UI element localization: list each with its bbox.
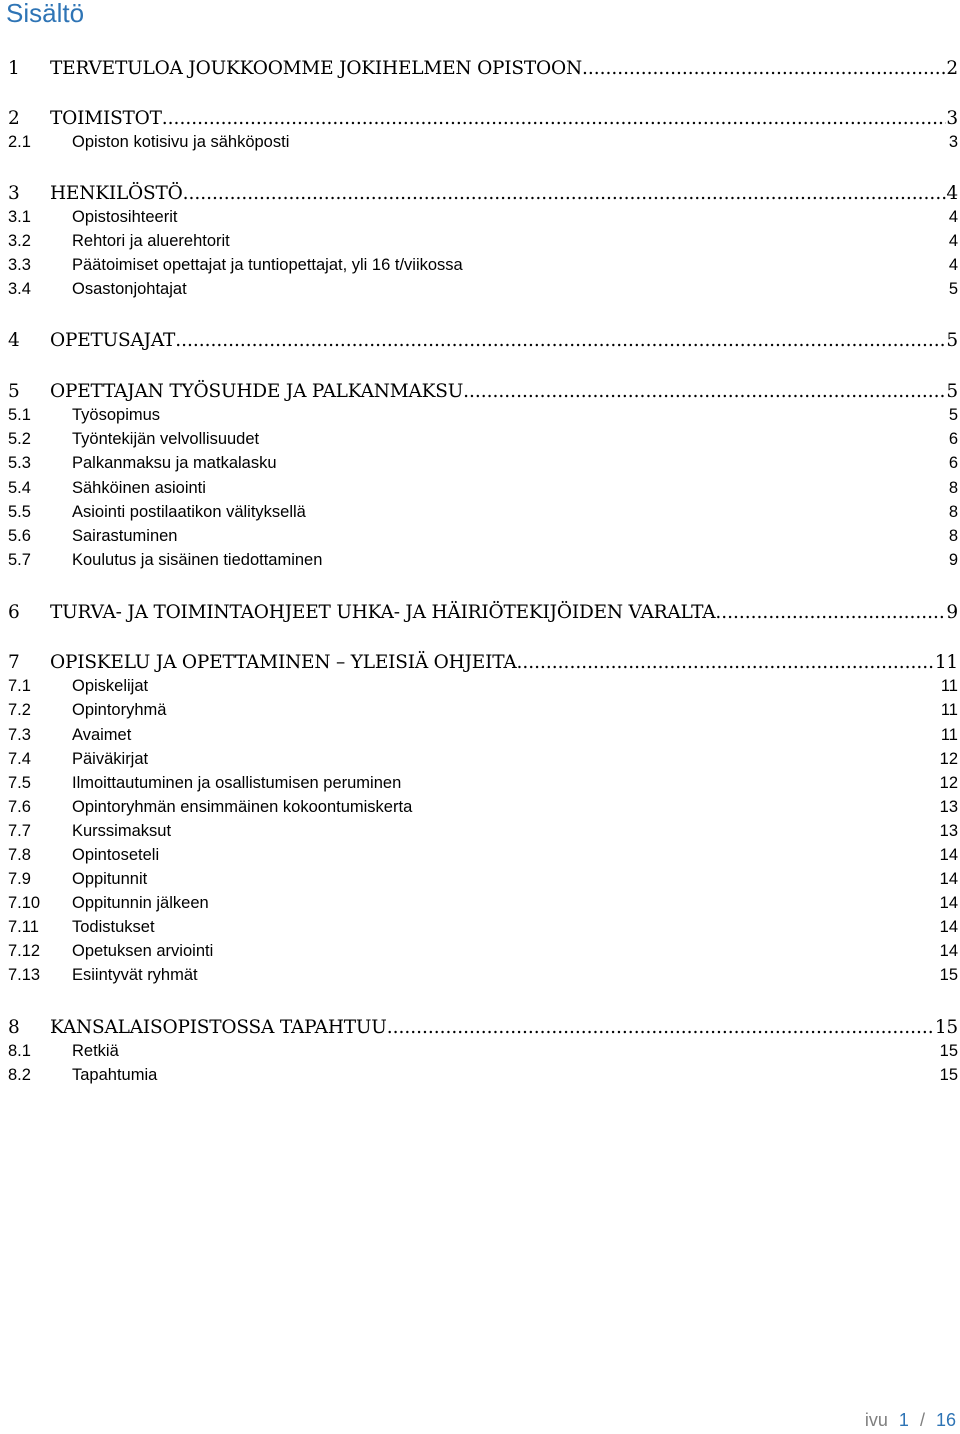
toc-entry-page: 15 [939, 1042, 958, 1060]
toc-entry-number: 7.3 [8, 726, 31, 744]
toc-entry-page: 11 [940, 726, 958, 744]
toc-entry-page: 9 [946, 602, 958, 623]
toc-entry-title: Avaimet [72, 726, 132, 744]
toc-entry-title: Tapahtumia [72, 1066, 158, 1084]
toc-entry-page: 14 [939, 894, 958, 912]
toc-entry-title: Opistosihteerit [72, 208, 178, 226]
toc-entry-number: 3.2 [8, 232, 31, 250]
toc-entry-page: 5 [948, 406, 958, 424]
toc-entry-number: 2 [8, 108, 20, 129]
toc-entry[interactable] [8, 701, 958, 720]
toc-entry[interactable] [8, 1017, 958, 1038]
toc-entry-page: 11 [940, 701, 958, 719]
toc-entry-title: TERVETULOA JOUKKOOMME JOKIHELMEN OPISTOON [50, 58, 582, 79]
toc-entry[interactable] [8, 822, 958, 841]
toc-entry-number: 7.11 [8, 918, 39, 936]
dot-leader [463, 381, 946, 402]
toc-entry-title: Kurssimaksut [72, 822, 172, 840]
toc-entry-page: 14 [939, 846, 958, 864]
toc-entry-page: 4 [948, 256, 958, 274]
toc-entry-page: 13 [939, 798, 958, 816]
toc-entry-title: Työntekijän velvollisuudet [72, 430, 260, 448]
toc-entry-page: 5 [946, 381, 958, 402]
toc-entry[interactable] [8, 381, 958, 402]
toc-entry-title: OPISKELU JA OPETTAMINEN – YLEISIÄ OHJEITA [50, 652, 517, 673]
toc-entry-title: Oppitunnin jälkeen [72, 894, 209, 912]
toc-entry-title: OPETTAJAN TYÖSUHDE JA PALKANMAKSU [50, 381, 464, 402]
toc-entry-page: 4 [948, 208, 958, 226]
toc-entry-number: 7.2 [8, 701, 31, 719]
toc-entry[interactable] [8, 846, 958, 865]
dot-leader [517, 652, 935, 673]
toc-entry[interactable] [8, 183, 958, 204]
dot-leader [715, 602, 946, 623]
toc-entry[interactable] [8, 750, 958, 769]
toc-entry-number: 7.12 [8, 942, 41, 960]
toc-entry-number: 7 [8, 652, 20, 673]
current-page-number: 1 [898, 1410, 909, 1430]
toc-entry-number: 5.3 [8, 454, 31, 472]
toc-entry-page: 11 [934, 652, 958, 673]
toc-entry-page: 5 [946, 330, 958, 351]
toc-entry-number: 3.4 [8, 280, 31, 298]
page-separator: / [919, 1410, 925, 1430]
toc-entry[interactable] [8, 1066, 958, 1085]
toc-entry-title: Esiintyvät ryhmät [72, 966, 198, 984]
toc-entry-page: 15 [939, 1066, 958, 1084]
toc-entry[interactable] [8, 406, 958, 425]
toc-entry-page: 4 [946, 183, 958, 204]
toc-entry-title: Opetuksen arviointi [72, 942, 214, 960]
toc-entry-title: Sähköinen asiointi [72, 479, 206, 497]
toc-entry-number: 7.6 [8, 798, 31, 816]
toc-entry-title: Opiston kotisivu ja sähköposti [72, 133, 290, 151]
toc-entry-title: Retkiä [72, 1042, 119, 1060]
toc-entry-title: Työsopimus [72, 406, 161, 424]
toc-entry-number: 5.7 [8, 551, 31, 569]
toc-entry-title: Opintoryhmä [72, 701, 167, 719]
toc-entry-title: Opintoryhmän ensimmäinen kokoontumiskerta [72, 798, 413, 816]
toc-entry-page: 5 [948, 280, 958, 298]
dot-leader [582, 58, 946, 79]
toc-entry-title: Päiväkirjat [72, 750, 149, 768]
toc-entry[interactable] [8, 774, 958, 793]
toc-entry-number: 7.4 [8, 750, 31, 768]
dot-leader [183, 183, 947, 204]
dot-leader [162, 108, 947, 129]
toc-entry-page: 8 [948, 527, 958, 545]
toc-entry[interactable] [8, 527, 958, 546]
toc-entry-page: 8 [948, 503, 958, 521]
dot-leader [175, 330, 946, 351]
toc-entry-number: 5.4 [8, 479, 31, 497]
toc-entry-number: 5.2 [8, 430, 31, 448]
toc-entry-page: 13 [939, 822, 958, 840]
toc-entry[interactable] [8, 503, 958, 522]
toc-entry-number: 7.9 [8, 870, 31, 888]
toc-entry-title: Oppitunnit [72, 870, 148, 888]
toc-entry[interactable] [8, 208, 958, 227]
toc-entry-title: KANSALAISOPISTOSSA TAPAHTUU [50, 1017, 387, 1038]
toc-entry[interactable] [8, 454, 958, 473]
toc-entry-title: TURVA- JA TOIMINTAOHJEET UHKA- JA HÄIRIÖTEKIJÖIDEN VARALTA [50, 602, 716, 623]
toc-entry-title: Osastonjohtajat [72, 280, 187, 298]
toc-entry-number: 7.13 [8, 966, 41, 984]
toc-entry-number: 7.7 [8, 822, 31, 840]
toc-entry-number: 3.3 [8, 256, 31, 274]
toc-entry-number: 1 [8, 58, 20, 79]
toc-title: Sisältö [6, 0, 85, 28]
toc-entry-number: 7.1 [8, 677, 31, 695]
toc-entry-title: Ilmoittautuminen ja osallistumisen peruminen [72, 774, 402, 792]
toc-entry-page: 9 [948, 551, 958, 569]
toc-entry-title: HENKILÖSTÖ [50, 183, 183, 204]
toc-entry-title: Rehtori ja aluerehtorit [72, 232, 230, 250]
toc-entry-title: Sairastuminen [72, 527, 178, 545]
toc-entry-page: 3 [948, 133, 958, 151]
toc-entry-page: 14 [939, 942, 958, 960]
toc-entry-number: 8 [8, 1017, 20, 1038]
toc-entry-page: 2 [946, 58, 958, 79]
toc-entry-number: 7.10 [8, 894, 41, 912]
toc-entry[interactable] [8, 894, 958, 913]
toc-entry[interactable] [8, 918, 958, 937]
toc-entry-title: Opintoseteli [72, 846, 160, 864]
toc-entry[interactable] [8, 677, 958, 696]
toc-entry-title: Koulutus ja sisäinen tiedottaminen [72, 551, 323, 569]
page-footer [865, 1410, 956, 1431]
total-pages: 16 [935, 1410, 956, 1430]
toc-entry-page: 15 [939, 966, 958, 984]
toc-entry[interactable] [8, 942, 958, 961]
toc-entry-page: 15 [934, 1017, 958, 1038]
toc-entry[interactable] [8, 870, 958, 889]
toc-entry-page: 4 [948, 232, 958, 250]
toc-entry[interactable] [8, 966, 958, 985]
toc-entry-page: 12 [939, 774, 958, 792]
toc-entry-number: 3 [8, 183, 20, 204]
dot-leader [387, 1017, 935, 1038]
toc-entry-title: Opiskelijat [72, 677, 149, 695]
toc-entry[interactable] [8, 280, 958, 299]
toc-entry-title: TOIMISTOT [50, 108, 162, 129]
toc-entry[interactable] [8, 602, 958, 623]
toc-entry-number: 7.5 [8, 774, 31, 792]
toc-entry-number: 4 [8, 330, 20, 351]
toc-entry[interactable] [8, 108, 958, 129]
toc-entry[interactable] [8, 798, 958, 817]
toc-entry-page: 6 [948, 454, 958, 472]
toc-entry[interactable] [8, 58, 958, 79]
toc-entry[interactable] [8, 232, 958, 251]
toc-entry[interactable] [8, 479, 958, 498]
toc-entry[interactable] [8, 1042, 958, 1061]
toc-entry-page: 3 [946, 108, 958, 129]
toc-entry-title: Palkanmaksu ja matkalasku [72, 454, 277, 472]
toc-entry-page: 6 [948, 430, 958, 448]
toc-entry[interactable] [8, 133, 958, 152]
toc-entry-page: 8 [948, 479, 958, 497]
toc-entry[interactable] [8, 330, 958, 351]
toc-entry[interactable] [8, 430, 958, 449]
toc-entry-number: 5.5 [8, 503, 31, 521]
toc-entry-title: OPETUSAJAT [50, 330, 176, 351]
toc-entry-number: 5 [8, 381, 20, 402]
footer-label: ivu [864, 1410, 888, 1430]
toc-entry-number: 7.8 [8, 846, 31, 864]
toc-entry[interactable] [8, 726, 958, 745]
toc-entry-number: 5.6 [8, 527, 31, 545]
toc-entry-number: 8.2 [8, 1066, 31, 1084]
toc-entry[interactable] [8, 652, 958, 673]
toc-entry-number: 6 [8, 602, 20, 623]
toc-entry-title: Todistukset [72, 918, 155, 936]
toc-entry-page: 11 [940, 677, 958, 695]
toc-entry-number: 2.1 [8, 133, 31, 151]
toc-entry-title: Päätoimiset opettajat ja tuntiopettajat, yli 16 t/viikossa [72, 256, 463, 274]
toc-entry-page: 14 [939, 918, 958, 936]
toc-entry-page: 12 [939, 750, 958, 768]
toc-entry[interactable] [8, 551, 958, 570]
toc-entry-number: 5.1 [8, 406, 31, 424]
toc-entry-number: 8.1 [8, 1042, 31, 1060]
toc-entry-page: 14 [939, 870, 958, 888]
toc-entry-title: Asiointi postilaatikon välityksellä [72, 503, 306, 521]
toc-entry-number: 3.1 [8, 208, 31, 226]
toc-entry[interactable] [8, 256, 958, 275]
